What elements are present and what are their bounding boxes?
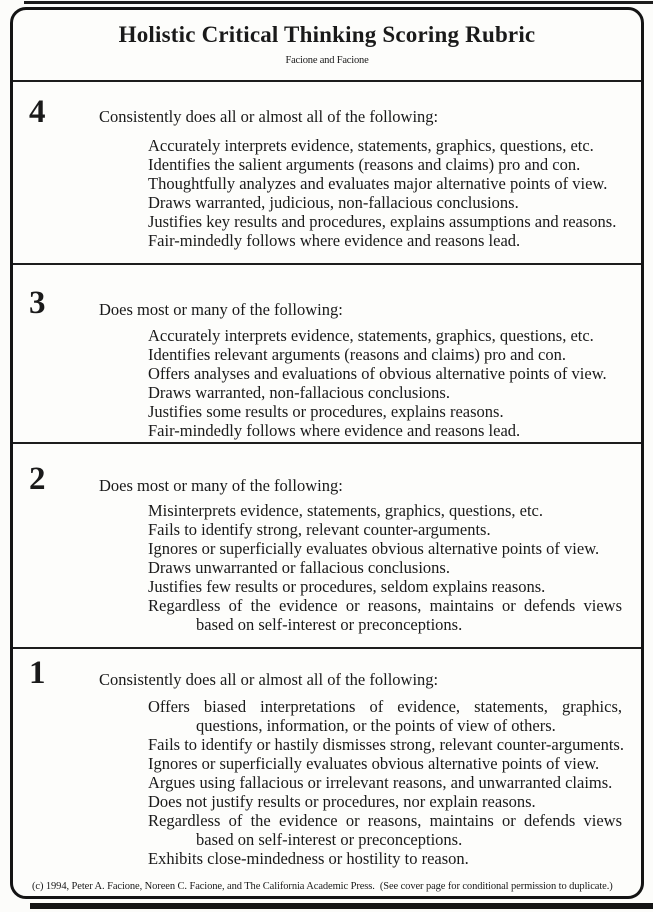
page-subtitle: Facione and Facione bbox=[285, 55, 369, 66]
scan-shadow-top bbox=[24, 1, 653, 4]
score-4-criteria-list bbox=[148, 136, 622, 250]
divider-under-title bbox=[13, 80, 641, 82]
score-3-intro: Does most or many of the following: bbox=[99, 300, 343, 319]
criterion-item: Draws warranted, judicious, non-fallacious conclusions. bbox=[148, 193, 519, 212]
copyright-note: (c) 1994, Peter A. Facione, Noreen C. Facione, and The California Academic Press. (See cover page for conditional permission to duplicate.) bbox=[32, 881, 613, 892]
score-2-intro: Does most or many of the following: bbox=[99, 476, 343, 495]
criterion-item: Justifies some results or procedures, explains reasons. bbox=[148, 402, 504, 421]
page-title: Holistic Critical Thinking Scoring Rubric bbox=[118, 22, 536, 47]
score-4-intro: Consistently does all or almost all of the following: bbox=[99, 107, 439, 126]
divider-after-score-3 bbox=[13, 442, 641, 444]
score-2-criteria-list bbox=[148, 501, 622, 634]
divider-after-score-2 bbox=[13, 647, 641, 649]
criterion-item: Fair-mindedly follows where evidence and reasons lead. bbox=[148, 421, 521, 440]
score-number-1: 1 bbox=[29, 655, 46, 691]
criterion-item: Ignores or superficially evaluates obvious alternative points of view. bbox=[148, 539, 600, 558]
criterion-item: Draws unwarranted or fallacious conclusions. bbox=[148, 558, 450, 577]
criterion-item: Argues using fallacious or irrelevant reasons, and unwarranted claims. bbox=[148, 773, 613, 792]
criterion-item: Justifies few results or procedures, seldom explains reasons. bbox=[148, 577, 546, 596]
criterion-item: Justifies key results and procedures, explains assumptions and reasons. bbox=[148, 212, 617, 231]
criterion-item: Offers biased interpretations of evidence, statements, graphics, questions, information, or the points of view of others. bbox=[148, 697, 622, 735]
criterion-item: Fails to identify strong, relevant counter-arguments. bbox=[148, 520, 491, 539]
score-1-intro: Consistently does all or almost all of the following: bbox=[99, 670, 439, 689]
score-number-4: 4 bbox=[29, 94, 46, 130]
criterion-item: Identifies relevant arguments (reasons and claims) pro and con. bbox=[148, 345, 567, 364]
score-3-criteria-list bbox=[148, 326, 622, 440]
criterion-item: Exhibits close-mindedness or hostility to reason. bbox=[148, 849, 469, 868]
criterion-item: Does not justify results or procedures, nor explain reasons. bbox=[148, 792, 536, 811]
criterion-item: Draws warranted, non-fallacious conclusions. bbox=[148, 383, 450, 402]
criterion-item: Accurately interprets evidence, statements, graphics, questions, etc. bbox=[148, 326, 594, 345]
criterion-item: Fails to identify or hastily dismisses strong, relevant counter-arguments. bbox=[148, 735, 624, 754]
criterion-item: Regardless of the evidence or reasons, maintains or defends views based on self-interest or preconceptions. bbox=[148, 596, 622, 634]
score-1-criteria-list bbox=[148, 697, 622, 868]
criterion-item: Thoughtfully analyzes and evaluates major alternative points of view. bbox=[148, 174, 608, 193]
criterion-item: Misinterprets evidence, statements, graphics, questions, etc. bbox=[148, 501, 543, 520]
scan-shadow-bottom bbox=[30, 903, 653, 909]
criterion-item: Fair-mindedly follows where evidence and reasons lead. bbox=[148, 231, 521, 250]
criterion-item: Accurately interprets evidence, statements, graphics, questions, etc. bbox=[148, 136, 594, 155]
score-number-3: 3 bbox=[29, 285, 46, 321]
criterion-item: Regardless of the evidence or reasons, maintains or defends views based on self-interest or preconceptions. bbox=[148, 811, 622, 849]
criterion-item: Offers analyses and evaluations of obvious alternative points of view. bbox=[148, 364, 607, 383]
criterion-item: Ignores or superficially evaluates obvious alternative points of view. bbox=[148, 754, 600, 773]
criterion-item: Identifies the salient arguments (reasons and claims) pro and con. bbox=[148, 155, 581, 174]
score-number-2: 2 bbox=[29, 461, 46, 497]
divider-after-score-4 bbox=[13, 263, 641, 265]
